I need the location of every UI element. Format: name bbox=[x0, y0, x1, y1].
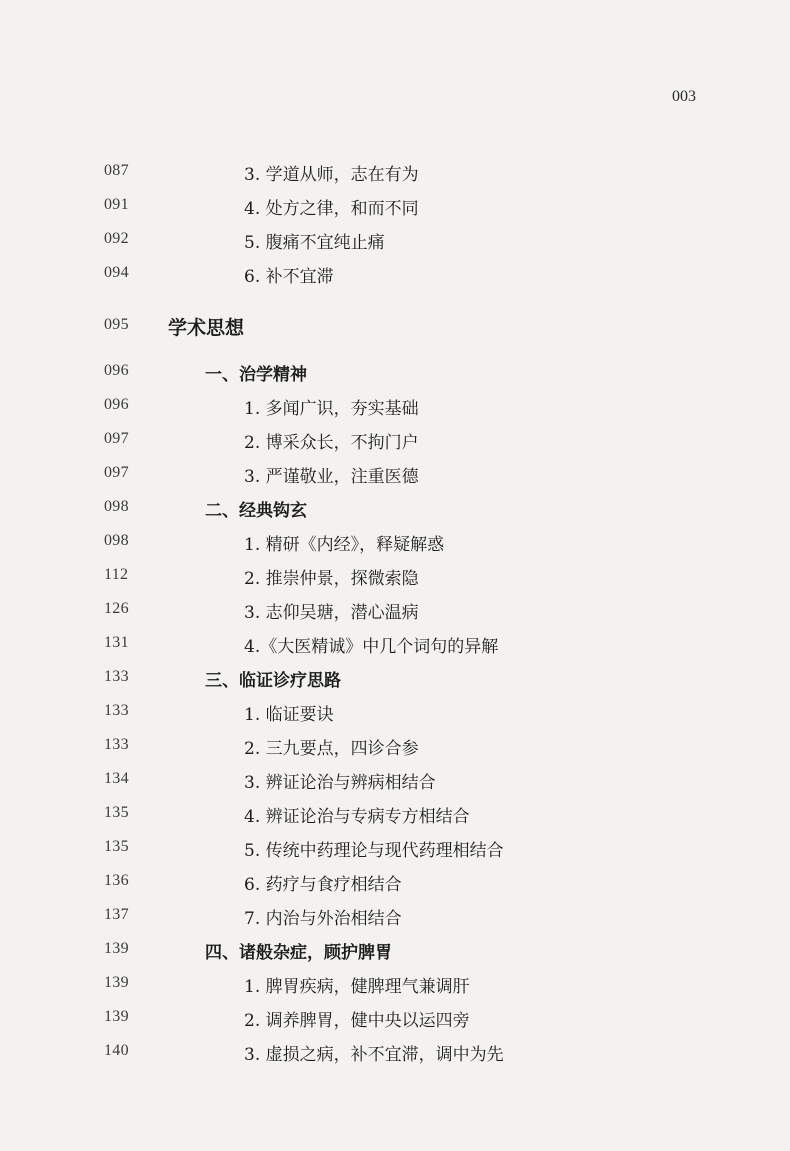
toc-entry bbox=[0, 526, 790, 560]
entry-title: 一、治学精神 bbox=[205, 365, 307, 385]
entry-title: 2. 推崇仲景，探微索隐 bbox=[244, 569, 419, 589]
toc-section-heading bbox=[0, 934, 790, 968]
toc-entry bbox=[0, 1036, 790, 1070]
toc-section-heading bbox=[0, 492, 790, 526]
entry-page-number: 094 bbox=[104, 264, 129, 281]
entry-page-number: 133 bbox=[104, 702, 129, 719]
entry-title: 三、临证诊疗思路 bbox=[205, 671, 341, 691]
toc-entry bbox=[0, 156, 790, 190]
entry-page-number: 139 bbox=[104, 940, 129, 957]
entry-title: 4.《大医精诚》中几个词句的异解 bbox=[244, 637, 499, 657]
entry-title: 3. 志仰吴瑭，潜心温病 bbox=[244, 603, 419, 623]
entry-page-number: 091 bbox=[104, 196, 129, 213]
entry-page-number: 133 bbox=[104, 668, 129, 685]
entry-page-number: 136 bbox=[104, 872, 129, 889]
toc-entry bbox=[0, 1002, 790, 1036]
entry-page-number: 137 bbox=[104, 906, 129, 923]
toc-entry bbox=[0, 764, 790, 798]
toc-entry bbox=[0, 730, 790, 764]
entry-page-number: 139 bbox=[104, 974, 129, 991]
toc-entry bbox=[0, 458, 790, 492]
entry-page-number: 112 bbox=[104, 566, 129, 583]
entry-page-number: 135 bbox=[104, 838, 129, 855]
entry-title: 1. 脾胃疾病，健脾理气兼调肝 bbox=[244, 977, 470, 997]
entry-title: 2. 博采众长，不拘门户 bbox=[244, 433, 419, 453]
entry-page-number: 097 bbox=[104, 464, 129, 481]
toc-entry bbox=[0, 968, 790, 1002]
entry-title: 2. 调养脾胃，健中央以运四旁 bbox=[244, 1011, 470, 1031]
toc-entry bbox=[0, 190, 790, 224]
toc-entry bbox=[0, 594, 790, 628]
entry-title: 5. 腹痛不宜纯止痛 bbox=[244, 233, 385, 253]
entry-page-number: 092 bbox=[104, 230, 129, 247]
entry-title: 1. 精研《内经》，释疑解惑 bbox=[244, 535, 445, 555]
entry-page-number: 097 bbox=[104, 430, 129, 447]
entry-title: 3. 虚损之病，补不宜滞，调中为先 bbox=[244, 1045, 504, 1065]
entry-title: 3. 严谨敬业，注重医德 bbox=[244, 467, 419, 487]
entry-title: 3. 学道从师，志在有为 bbox=[244, 165, 419, 185]
entry-page-number: 134 bbox=[104, 770, 129, 787]
entry-title: 3. 辨证论治与辨病相结合 bbox=[244, 773, 436, 793]
entry-page-number: 135 bbox=[104, 804, 129, 821]
entry-title: 6. 补不宜滞 bbox=[244, 267, 334, 287]
toc-entry bbox=[0, 832, 790, 866]
entry-title: 4. 处方之律，和而不同 bbox=[244, 199, 419, 219]
entry-page-number: 098 bbox=[104, 532, 129, 549]
entry-title: 四、诸般杂症，顾护脾胃 bbox=[205, 943, 392, 963]
entry-page-number: 131 bbox=[104, 634, 129, 651]
entry-title: 2. 三九要点，四诊合参 bbox=[244, 739, 419, 759]
entry-title: 5. 传统中药理论与现代药理相结合 bbox=[244, 841, 504, 861]
toc-section-heading bbox=[0, 356, 790, 390]
toc-entry bbox=[0, 900, 790, 934]
toc-entry bbox=[0, 696, 790, 730]
page-number: 003 bbox=[672, 88, 696, 105]
entry-page-number: 096 bbox=[104, 362, 129, 379]
entry-title: 6. 药疗与食疗相结合 bbox=[244, 875, 402, 895]
entry-page-number: 139 bbox=[104, 1008, 129, 1025]
toc-entry bbox=[0, 224, 790, 258]
entry-page-number: 133 bbox=[104, 736, 129, 753]
entry-page-number: 087 bbox=[104, 162, 129, 179]
toc-entry bbox=[0, 866, 790, 900]
toc-section-heading bbox=[0, 662, 790, 696]
entry-title: 1. 临证要诀 bbox=[244, 705, 334, 725]
entry-title: 学术思想 bbox=[168, 317, 245, 339]
entry-page-number: 095 bbox=[104, 316, 129, 333]
entry-page-number: 126 bbox=[104, 600, 129, 617]
toc-entry bbox=[0, 424, 790, 458]
toc-entry bbox=[0, 628, 790, 662]
toc-entry bbox=[0, 560, 790, 594]
entry-title: 4. 辨证论治与专病专方相结合 bbox=[244, 807, 470, 827]
entry-title: 1. 多闻广识，夯实基础 bbox=[244, 399, 419, 419]
toc-entry bbox=[0, 390, 790, 424]
toc-entry bbox=[0, 258, 790, 292]
entry-page-number: 096 bbox=[104, 396, 129, 413]
entry-page-number: 098 bbox=[104, 498, 129, 515]
entry-page-number: 140 bbox=[104, 1042, 129, 1059]
toc-part-heading bbox=[0, 310, 790, 344]
entry-title: 二、经典钩玄 bbox=[205, 501, 307, 521]
entry-title: 7. 内治与外治相结合 bbox=[244, 909, 402, 929]
toc-entry bbox=[0, 798, 790, 832]
